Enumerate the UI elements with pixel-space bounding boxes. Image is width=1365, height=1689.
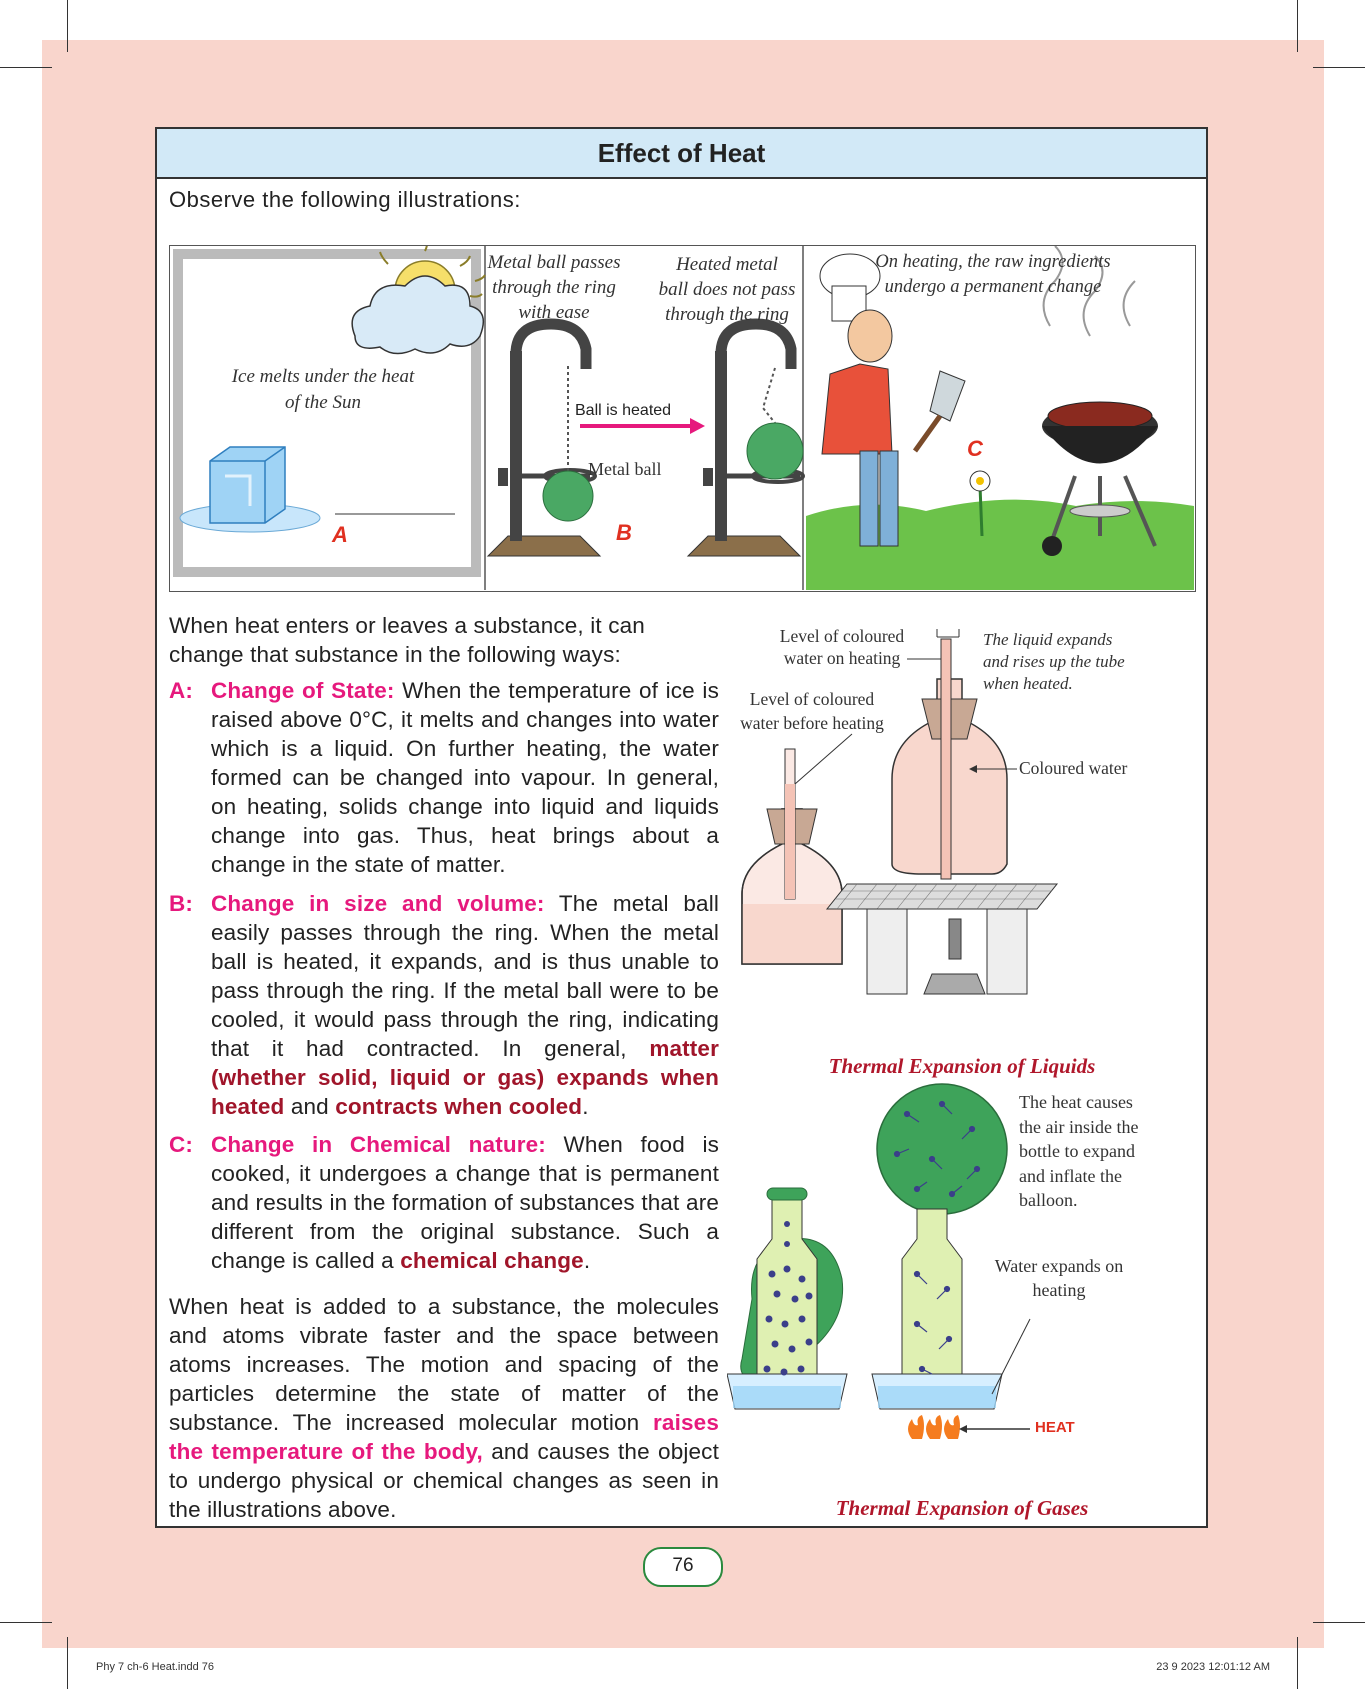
label-line: when heated. [983, 674, 1073, 693]
label-line: heating [1032, 1280, 1086, 1300]
label-level-on-heating [767, 625, 917, 669]
panel-b-caption-line: ball does not pass [658, 279, 796, 300]
bottle-before-heating-icon [727, 1188, 847, 1409]
closing-text: When heat is added to a substance, the molecules and atoms vibrate faster and the space between atoms increases. The motion and spacing of the particles determine the state of matter of the substance. The increased molecular motion [169, 1294, 719, 1435]
metal-ball-label: Metal ball [588, 459, 662, 479]
label-line: Water expands on [994, 1256, 1124, 1276]
label-liquid-expands [983, 629, 1143, 695]
panel-b-caption-left [480, 250, 628, 325]
crop-mark [67, 1637, 68, 1689]
wire-gauze-icon [827, 884, 1057, 994]
label-line: water on heating [783, 648, 901, 668]
panel-b-caption-line: through the ring [492, 277, 616, 298]
crop-mark [1313, 1622, 1365, 1623]
crop-mark [1297, 1637, 1298, 1689]
label-line: Level of coloured [779, 626, 905, 646]
crop-mark [0, 1622, 52, 1623]
item-b-label: B: [169, 891, 194, 916]
lead-line: change that substance in the following ways: [169, 642, 621, 667]
crop-mark [67, 0, 68, 52]
panel-a-caption-line: Ice melts under the heat [231, 366, 415, 387]
item-c-body: When food is cooked, it undergoes a change that is permanent and results in the formation of substances that are different from the original substance. Such a change is called a [211, 1132, 719, 1273]
lead-paragraph [169, 611, 719, 669]
slug-right: 23 9 2023 12:01:12 AM [1156, 1661, 1270, 1673]
label-line: bottle to expand [1019, 1141, 1135, 1161]
item-b-size-volume [169, 889, 719, 1121]
panel-b-caption-line: with ease [518, 302, 590, 323]
item-c-label: C: [169, 1132, 194, 1157]
panel-b-caption-right [656, 252, 798, 327]
label-water-expands [979, 1254, 1139, 1302]
panel-b-caption-line: Metal ball passes [487, 252, 621, 273]
crop-mark [1313, 67, 1365, 68]
label-line: the air inside the [1019, 1116, 1139, 1137]
panel-a-caption-line: of the Sun [285, 392, 361, 413]
panel-b-caption-line: Heated metal [676, 254, 778, 275]
item-c-heading: Change in Chemical nature: [211, 1132, 546, 1157]
panel-a-label: A [332, 522, 348, 547]
label-line: The liquid expands [983, 630, 1113, 649]
label-heat: HEAT [1035, 1419, 1075, 1436]
item-b-heading: Change in size and volume: [211, 891, 545, 916]
item-a-heading: Change of State: [211, 678, 395, 703]
label-level-before-heating [727, 687, 897, 735]
flame-icon [908, 1415, 960, 1439]
closing-paragraph [169, 1292, 719, 1524]
item-b-bold-expands: matter (whether solid, liquid or gas) expands when heated [211, 1036, 719, 1119]
closing-highlight: raises the temperature of the body, [169, 1410, 719, 1464]
panel-c-caption-line: On heating, the raw ingredients [875, 252, 1111, 272]
item-a-body: When the temperature of ice is raised above 0°C, it melts and changes into water which is a liquid. On further heating, the water formed can be changed into vapour. In general, on heating, solids change into liquid and liquids change into gas. Thus, heat brings about a change in the state of matter. [211, 678, 719, 877]
closing-text-end: and causes the object to undergo physical or chemical changes as seen in the illustrations above. [169, 1439, 719, 1522]
intro-text: Observe the following illustrations: [169, 187, 521, 212]
flask-before-heating-icon [742, 749, 842, 964]
page-title: Effect of Heat [157, 129, 1206, 179]
content-frame [155, 127, 1208, 1528]
gases-caption: Thermal Expansion of Gases [835, 1496, 1089, 1520]
panel-b-label: B [616, 520, 632, 545]
slug-left: Phy 7 ch-6 Heat.indd 76 [96, 1661, 215, 1673]
ball-heated-label: Ball is heated [575, 402, 672, 419]
item-c-period: . [583, 1248, 591, 1273]
label-coloured-water: Coloured water [1019, 758, 1128, 778]
panel-c-label: C [967, 436, 983, 461]
gases-figure [727, 1074, 1207, 1494]
illustration-strip [169, 245, 1196, 592]
item-a-label: A: [169, 678, 194, 703]
label-line: water before heating [740, 713, 884, 733]
label-line: and rises up the tube [983, 652, 1125, 671]
label-line: Level of coloured [749, 689, 875, 709]
liquids-caption: Thermal Expansion of Liquids [828, 1054, 1096, 1078]
item-b-body: The metal ball easily passes through the ring. When the metal ball is heated, it expands, and is thus unable to pass through the ring. If the metal ball were to be cooled, it would pass through the ring, indicating that it had contracted. In general, [211, 891, 720, 1061]
liquids-figure [727, 619, 1207, 1019]
label-line: balloon. [1019, 1190, 1078, 1210]
label-line: and inflate the [1019, 1165, 1122, 1186]
item-c-bold-chemical-change: chemical change [400, 1248, 584, 1273]
panel-a-caption [218, 364, 428, 416]
label-line: The heat causes [1019, 1092, 1133, 1112]
item-b-bold-contracts: contracts when cooled [335, 1094, 583, 1119]
crop-mark [0, 67, 52, 68]
item-b-period: . [582, 1094, 589, 1119]
item-b-and: and [290, 1094, 329, 1119]
page-number: 76 [643, 1547, 723, 1587]
item-a-change-of-state [169, 676, 719, 879]
lead-line: When heat enters or leaves a substance, it can [169, 613, 645, 638]
panel-c-caption [860, 250, 1126, 300]
panel-c-caption-line: undergo a permanent change [884, 277, 1102, 297]
label-heat-causes [1019, 1090, 1159, 1213]
item-c-chemical-nature [169, 1130, 719, 1275]
crop-mark [1297, 0, 1298, 52]
panel-b-caption-line: through the ring [665, 304, 789, 325]
